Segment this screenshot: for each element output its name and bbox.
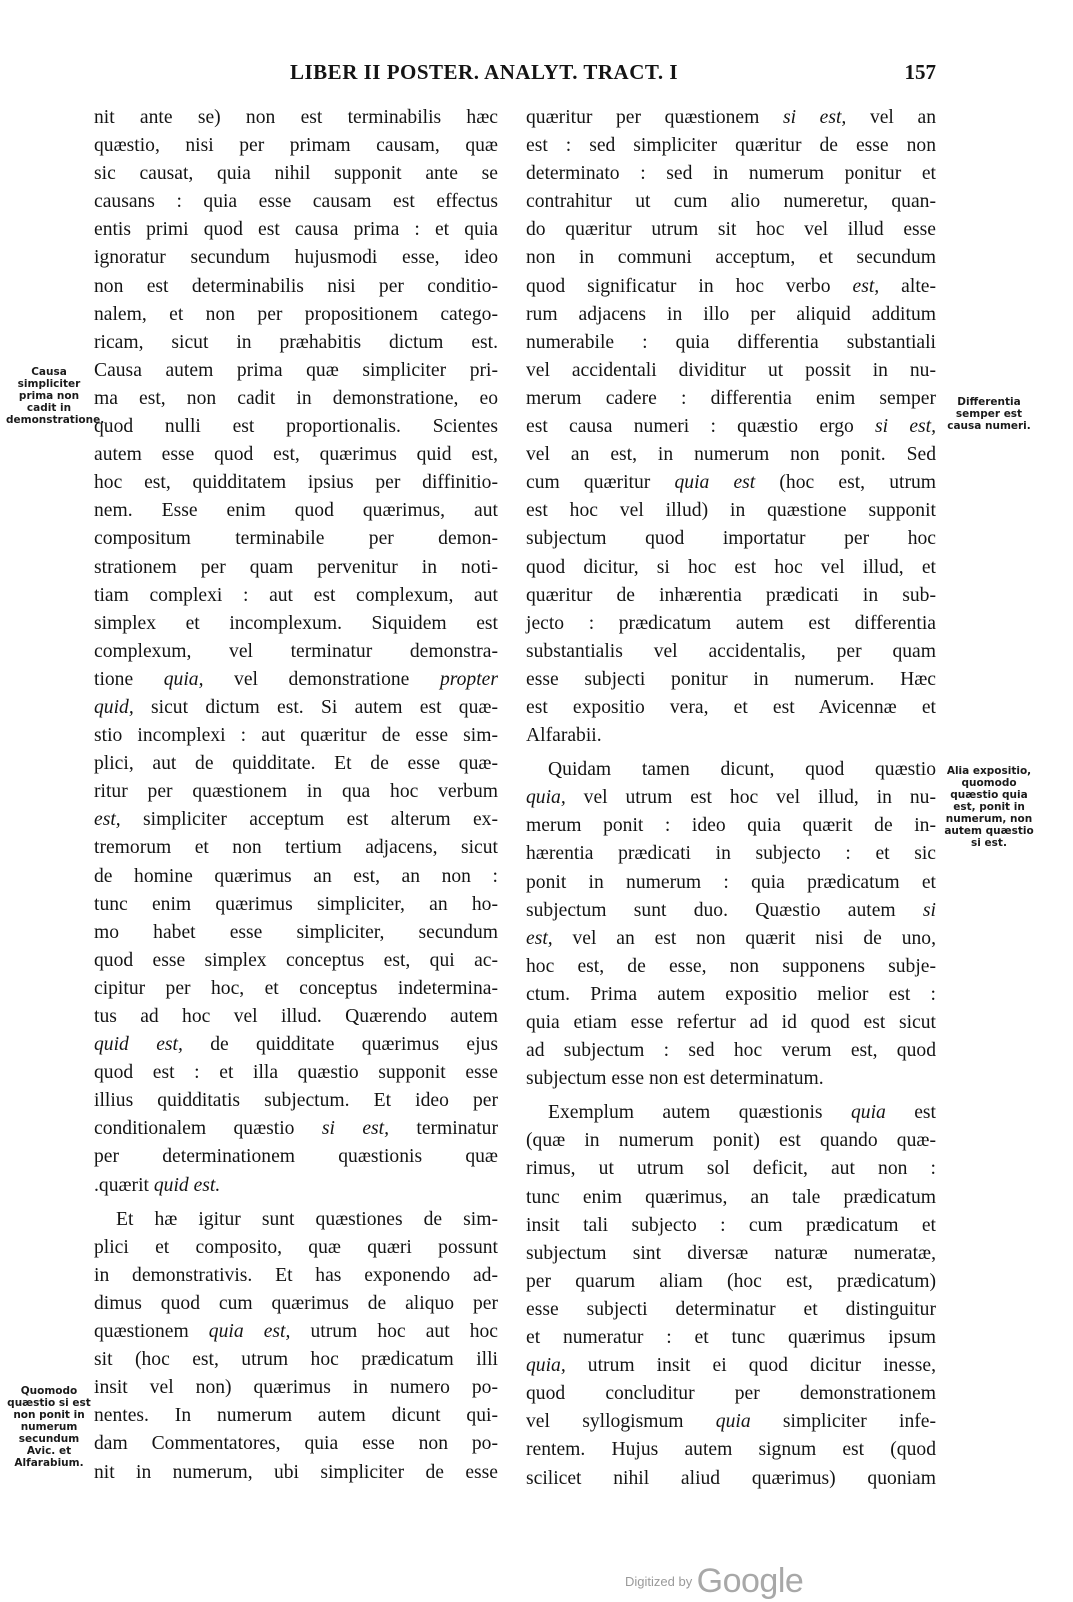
- text-line: conditionalem quæstio si est, terminatur: [94, 1118, 499, 1140]
- text-line: vel accidentali dividitur ut possit in nu-: [526, 359, 936, 381]
- text-line: per quarum aliam (hoc est, prædicatum): [526, 1270, 936, 1292]
- text-line: rum adjacens in illo per aliquid additum: [526, 303, 936, 325]
- text-line: quæritur de inhærentia prædicati in sub-: [526, 584, 936, 606]
- text-line: quod dicitur, si hoc est hoc vel illud, et: [526, 556, 936, 578]
- right-column: [526, 104, 936, 1493]
- text-line: Exemplum autem quæstionis quia est: [548, 1102, 936, 1124]
- text-line: est : sed simpliciter quæritur de esse non: [526, 135, 936, 157]
- text-line: tiam complexi : aut est complexum, aut: [94, 584, 498, 606]
- text-line: simplex et incomplexum. Siquidem est: [94, 612, 498, 634]
- text-line: subjectum sunt duo. Quæstio autem si: [526, 899, 936, 921]
- text-line: quod est : et illa quæstio supponit esse: [94, 1062, 498, 1084]
- text-line: et numeratur : et tunc quærimus ipsum: [526, 1327, 936, 1349]
- text-line: dimus quod cum quærimus de aliquo per: [94, 1292, 498, 1314]
- text-line: ponit in numerum : quia prædicatum et: [526, 871, 936, 893]
- text-line: quod concluditur per demonstrationem: [526, 1383, 936, 1405]
- text-line: tus ad hoc vel illud. Quærendo autem: [94, 1006, 498, 1027]
- text-line: ctum. Prima autem expositio melior est :: [526, 983, 936, 1005]
- text-line: mo habet esse simpliciter, secundum: [94, 921, 498, 943]
- text-line: hoc est, quidditatem ipsius per diffinitio-: [94, 472, 498, 494]
- text-line: hoc est, de esse, non supponens subje-: [526, 955, 936, 977]
- text-line: tunc enim quærimus simpliciter, an ho-: [94, 893, 498, 915]
- text-line: quia etiam esse refertur ad id quod est sicut: [526, 1012, 936, 1033]
- text-line: quod esse simplex conceptus est, qui ac-: [94, 949, 498, 971]
- text-line: causans : quia esse causam est effectus: [94, 191, 498, 213]
- text-line: quid, sicut dictum est. Si autem est quæ-: [94, 696, 498, 718]
- text-line: nalem, et non per propositionem catego-: [94, 303, 498, 325]
- digitized-watermark: [625, 1562, 803, 1602]
- running-title: LIBER II POSTER. ANALYT. TRACT. I: [290, 60, 678, 84]
- text-line: non est determinabilis nisi per conditio-: [94, 275, 498, 297]
- text-line: cum quæritur quia est (hoc est, utrum: [526, 472, 937, 494]
- text-line: rimus, ut utrum sol deficit, aut non :: [526, 1158, 936, 1180]
- text-line: plici, aut de quidditate. Et de esse quæ-: [94, 753, 498, 775]
- text-line: autem esse quod est, quærimus quid est,: [94, 444, 498, 466]
- text-line: sit (hoc est, utrum hoc prædicatum illi: [94, 1349, 498, 1371]
- text-line: determinato : sed in numerum ponitur et: [526, 163, 936, 185]
- text-line: subjectum esse non est determinatum.: [526, 1068, 824, 1090]
- text-line: merum ponit : ideo quia quærit de in-: [526, 815, 936, 837]
- text-line: quod significatur in hoc verbo est, alte-: [526, 275, 936, 297]
- text-line: illius quidditatis subjectum. Et ideo per: [94, 1090, 498, 1112]
- text-line: tremorum et non tertium adjacens, sicut: [94, 837, 498, 859]
- text-line: est causa numeri : quæstio ergo si est,: [526, 416, 936, 438]
- margin-note-left-2: Quomodo quæstio si est non ponit in numerum secundum Avic. et Alfarabium.: [7, 1385, 91, 1469]
- text-line: Causa autem prima quæ simpliciter pri-: [94, 359, 498, 381]
- margin-note-right-2: Alia expositio, quomodo quæstio quia est, ponit in numerum, non autem quæstio si est.: [944, 765, 1034, 849]
- text-line: nit ante se) non est terminabilis hæc: [94, 107, 498, 128]
- text-line: dam Commentatores, quia esse non po-: [94, 1433, 498, 1455]
- text-line: ad subjectum : sed hoc verum est, quod: [526, 1040, 936, 1062]
- text-line: Quidam tamen dicunt, quod quæstio: [548, 759, 936, 781]
- text-line: insit tali subjecto : cum prædicatum et: [526, 1214, 936, 1236]
- text-line: ricam, sicut in præhabitis dictum est.: [94, 331, 498, 353]
- text-line: strationem per quam pervenitur in noti-: [94, 556, 498, 578]
- text-line: ma est, non cadit in demonstratione, eo: [94, 387, 498, 409]
- text-line: (quæ in numerum ponit) est quando quæ-: [526, 1130, 936, 1152]
- text-line: jecto : prædicatum autem est differentia: [526, 612, 936, 634]
- text-line: est, simpliciter acceptum est alterum ex-: [94, 809, 498, 831]
- text-line: quid est, de quidditate quærimus ejus: [94, 1034, 498, 1056]
- text-line: Et hæ igitur sunt quæstiones de sim-: [116, 1208, 498, 1230]
- text-line: substantialis vel accidentalis, per quam: [526, 640, 936, 662]
- text-line: insit vel non) quærimus in numero po-: [94, 1377, 498, 1399]
- text-line: cipitur per hoc, et conceptus indetermina-: [94, 977, 498, 999]
- text-line: per determinationem quæstionis quæ: [94, 1146, 498, 1168]
- text-line: nit in numerum, ubi simpliciter de esse: [94, 1461, 498, 1483]
- text-line: vel syllogismum quia simpliciter infe-: [526, 1411, 936, 1433]
- text-line: Alfarabii.: [526, 725, 602, 747]
- margin-note-right-1: Differentia semper est causa numeri.: [947, 396, 1031, 432]
- text-line: de homine quærimus an est, an non :: [94, 865, 498, 887]
- text-line: quæstionem quia est, utrum hoc aut hoc: [94, 1321, 498, 1343]
- text-line: est hoc vel illud) in quæstione supponit: [526, 500, 936, 522]
- text-line: nentes. In numerum autem dicunt qui-: [94, 1405, 498, 1427]
- text-line: nem. Esse enim quod quærimus, aut: [94, 500, 498, 522]
- text-line: in demonstrativis. Et has exponendo ad-: [94, 1264, 498, 1286]
- text-line: contrahitur ut cum alio numeretur, quan-: [526, 191, 936, 213]
- text-line: ritur per quæstionem in qua hoc verbum: [94, 781, 498, 803]
- text-line: esse subjecti ponitur in numerum. Hæc: [526, 668, 936, 690]
- text-line: quia, utrum insit ei quod dicitur inesse,: [526, 1355, 936, 1377]
- page-header: [290, 60, 936, 90]
- margin-note-left-1: Causa simpliciter prima non cadit in demonstratione.: [6, 366, 105, 426]
- text-line: quod nulli est proportionalis. Scientes: [94, 416, 498, 438]
- text-line: quia, vel utrum est hoc vel illud, in nu-: [526, 787, 936, 809]
- text-line: est expositio vera, et est Avicennæ et: [526, 696, 936, 718]
- page-number: 157: [904, 60, 936, 84]
- text-line: sic causat, quia nihil supponit ante se: [94, 163, 498, 185]
- text-line: stio incomplexi : aut quæritur de esse sim-: [94, 725, 498, 747]
- text-line: entis primi quod est causa prima : et quia: [94, 219, 498, 241]
- google-logo: Google: [696, 1562, 804, 1600]
- text-line: vel an est, in numerum non ponit. Sed: [526, 444, 936, 466]
- text-line: subjectum quod importatur per hoc: [526, 528, 936, 550]
- text-line: merum cadere : differentia enim semper: [526, 387, 936, 409]
- text-line: hærentia prædicati in subjecto : et sic: [526, 843, 936, 865]
- text-line: esse subjecti determinatur et distinguitur: [526, 1298, 936, 1320]
- text-line: numerabile : quia differentia substantiali: [526, 331, 936, 353]
- text-line: est, vel an est non quærit nisi de uno,: [526, 927, 936, 949]
- text-line: non in communi acceptum, et secundum: [526, 247, 936, 269]
- text-line: tunc enim quærimus, an tale prædicatum: [526, 1186, 936, 1208]
- text-line: tione quia, vel demonstratione propter: [94, 668, 498, 690]
- text-line: scilicet nihil aliud quærimus) quoniam: [526, 1467, 936, 1489]
- text-line: subjectum sint diversæ naturæ numeratæ,: [526, 1242, 936, 1264]
- digitized-label: Digitized by: [625, 1574, 693, 1589]
- text-line: .quærit quid est.: [94, 1174, 221, 1196]
- text-line: compositum terminabile per demon-: [94, 528, 498, 550]
- text-line: do quæritur utrum sit hoc vel illud esse: [526, 219, 936, 241]
- text-line: quæstio, nisi per primam causam, quæ: [94, 135, 498, 157]
- text-line: quæritur per quæstionem si est, vel an: [526, 107, 936, 128]
- text-line: rentem. Hujus autem signum est (quod: [526, 1439, 936, 1461]
- text-line: complexum, vel terminatur demonstra-: [94, 640, 498, 662]
- text-line: plici et composito, quæ quæri possunt: [94, 1236, 498, 1258]
- text-line: ignoratur secundum hujusmodi esse, ideo: [94, 247, 498, 269]
- left-column: [94, 104, 498, 1487]
